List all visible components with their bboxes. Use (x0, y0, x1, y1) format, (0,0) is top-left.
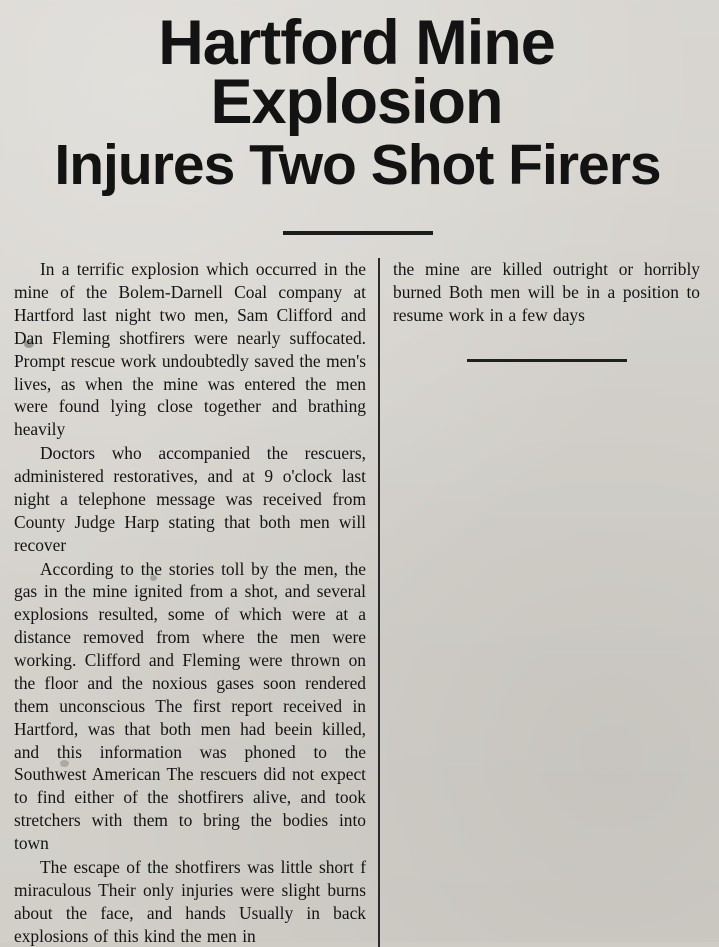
paragraph: In a terrific explosion which occurred in the mine of the Bolem-Darnell Coal company at Hartford last night two men, Sam Clifford and Dan Fleming shotfirers were nearly suffocated. Prompt rescue work undoubtedly saved the men's lives, as when the mine was entered the men were found lying close together and brathing heavily (14, 259, 366, 440)
body-text-right (393, 258, 700, 327)
divider-rule (283, 231, 433, 235)
page-title (14, 8, 701, 198)
body-text-left (14, 258, 366, 947)
article-end-divider (393, 349, 700, 367)
article-column-left (14, 258, 380, 947)
headline-line-2: Injures Two Shot Firers (54, 133, 661, 198)
headline-divider (14, 222, 701, 240)
article-columns (14, 258, 701, 947)
paragraph: According to the stories toll by the men, the gas in the mine ignited from a shot, and several explosions resulted, some of which were at a distance removed from where the men were working. Clifford and Fleming were thrown on the floor and the noxious gases soon rendered them unconscious The first report received in Hartford, was that both men had beein killed, and this information was phoned to the Southwest American The rescuers did not expect to find either of the shotfirers alive, and took stretchers with them to bring the bodies into town (14, 558, 366, 854)
paragraph: Doctors who accompanied the rescuers, administered restoratives, and at 9 o'clock last night a telephone message was received from County Judge Harp stating that both men will recover (14, 443, 366, 555)
paragraph: The escape of the shotfirers was little short f miraculous Their only injuries were slight burns about the face, and hands Usually in back explosions of this kind the men in (14, 856, 366, 946)
headline-line-1: Hartford Mine Explosion (158, 8, 555, 137)
paragraph: the mine are killed outright or horribly burned Both men will be in a position to resume work in a few days (393, 259, 700, 325)
divider-rule (467, 359, 627, 362)
article-column-right (380, 258, 700, 367)
